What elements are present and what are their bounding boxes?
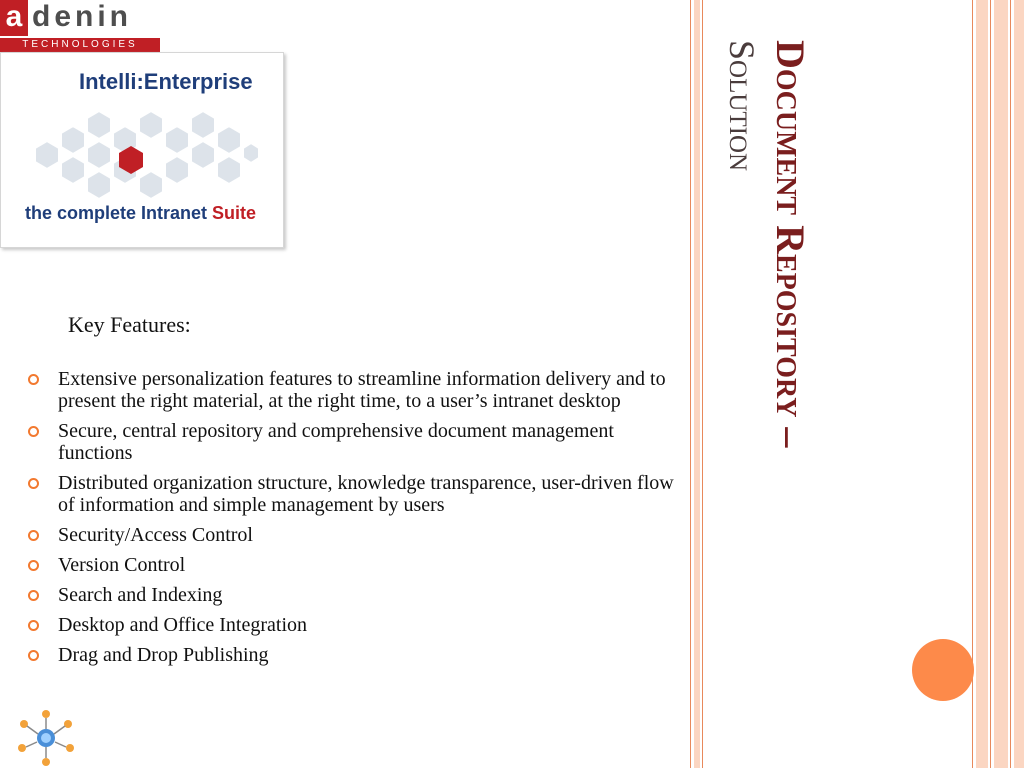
network-people-icon — [14, 708, 78, 768]
logo-subtitle: TECHNOLOGIES — [0, 38, 160, 52]
bullet-icon — [28, 620, 39, 631]
hexagon-graphic — [15, 93, 265, 203]
bullet-icon — [28, 650, 39, 661]
title-line-2: Solution — [722, 40, 762, 172]
title-line-1: Document Repository – — [768, 40, 813, 448]
bullet-icon — [28, 478, 39, 489]
slide-title — [714, 40, 824, 620]
bullet-icon — [28, 426, 39, 437]
list-item: Security/Access Control — [28, 524, 678, 546]
list-item: Secure, central repository and comprehensive document management functions — [28, 420, 678, 464]
logo-mark: a — [0, 0, 28, 36]
decorative-circle — [912, 639, 974, 701]
tagline-accent: Suite — [212, 203, 257, 223]
bullet-icon — [28, 530, 39, 541]
list-item: Desktop and Office Integration — [28, 614, 678, 636]
list-item: Drag and Drop Publishing — [28, 644, 678, 666]
feature-list — [28, 368, 678, 674]
bullet-icon — [28, 590, 39, 601]
key-features-heading: Key Features: — [68, 312, 191, 337]
list-item: Extensive personalization features to streamline information delivery and to present the right material, at the right time, to a user’s intranet desktop — [28, 368, 678, 412]
list-item: Search and Indexing — [28, 584, 678, 606]
logo-word: denin — [32, 0, 132, 33]
product-banner — [0, 52, 284, 248]
list-item: Distributed organization structure, knowledge transparence, user-driven flow of information and simple management by users — [28, 472, 678, 516]
bullet-icon — [28, 560, 39, 571]
tagline-main: the complete Intranet — [25, 203, 208, 223]
product-tagline — [25, 203, 256, 224]
bullet-icon — [28, 374, 39, 385]
product-name: Intelli:Enterprise — [79, 69, 253, 94]
company-logo — [0, 0, 162, 54]
list-item: Version Control — [28, 554, 678, 576]
